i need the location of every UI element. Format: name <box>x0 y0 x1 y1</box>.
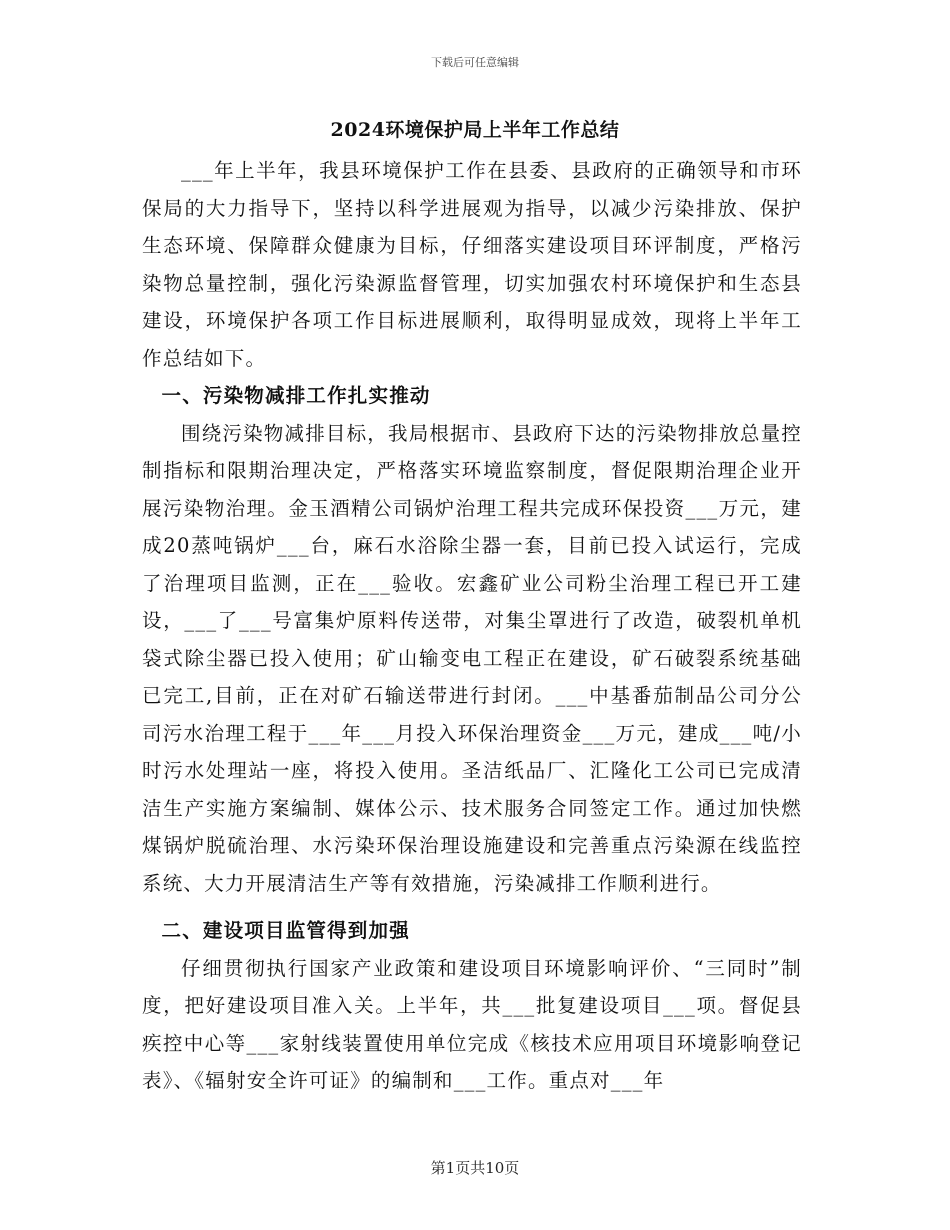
section-1-heading: 一、污染物减排工作扎实推动 <box>161 384 431 407</box>
section-2-paragraph: 仔细贯彻执行国家产业政策和建设项目环境影响评价、“三同时”制度，把好建设项目准入关。上半年，共___批复建设项目___项。督促县疾控中心等___家射线装置使用单位完成《核技术应用项目环境影响登记表》、《辐射安全许可证》的编制和___工作。重点对___年 <box>142 956 802 1092</box>
intro-paragraph: ___年上半年，我县环境保护工作在县委、县政府的正确领导和市环保局的大力指导下，坚持以科学进展观为指导，以减少污染排放、保护生态环境、保障群众健康为目标，仔细落实建设项目环评制度，严格污染物总量控制，强化污染源监督管理，切实加强农村环境保护和生态县建设，环境保护各项工作目标进展顺利，取得明显成效，现将上半年工作总结如下。 <box>142 159 802 370</box>
header-note: 下载后可任意编辑 <box>431 56 519 69</box>
section-1-paragraph: 围绕污染物减排目标，我局根据市、县政府下达的污染物排放总量控制指标和限期治理决定，严格落实环境监察制度，督促限期治理企业开展污染物治理。金玉酒精公司锅炉治理工程共完成环保投资___万元，建成20蒸吨锅炉___台，麻石水浴除尘器一套，目前已投入试运行，完成了治理项目监测，正在___验收。宏鑫矿业公司粉尘治理工程已开工建设，___了___号富集炉原料传送带，对集尘罩进行了改造，破裂机单机袋式除尘器已投入使用；矿山输变电工程正在建设，矿石破裂系统基础已完工,目前，正在对矿石输送带进行封闭。___中基番茄制品公司分公司污水治理工程于___年___月投入环保治理资金___万元，建成___吨/小时污水处理站一座，将投入使用。圣洁纸品厂、汇隆化工公司已完成清洁生产实施方案编制、媒体公示、技术服务合同签定工作。通过加快燃煤锅炉脱硫治理、水污染环保治理设施建设和完善重点污染源在线监控系统、大力开展清洁生产等有效措施，污染减排工作顺利进行。 <box>142 421 803 895</box>
document-title: 2024环境保护局上半年工作总结 <box>330 119 620 141</box>
section-2-heading: 二、建设项目监管得到加强 <box>161 919 410 942</box>
document-body <box>142 152 802 1100</box>
page-footer: 第1页共10页 <box>430 1159 520 1177</box>
